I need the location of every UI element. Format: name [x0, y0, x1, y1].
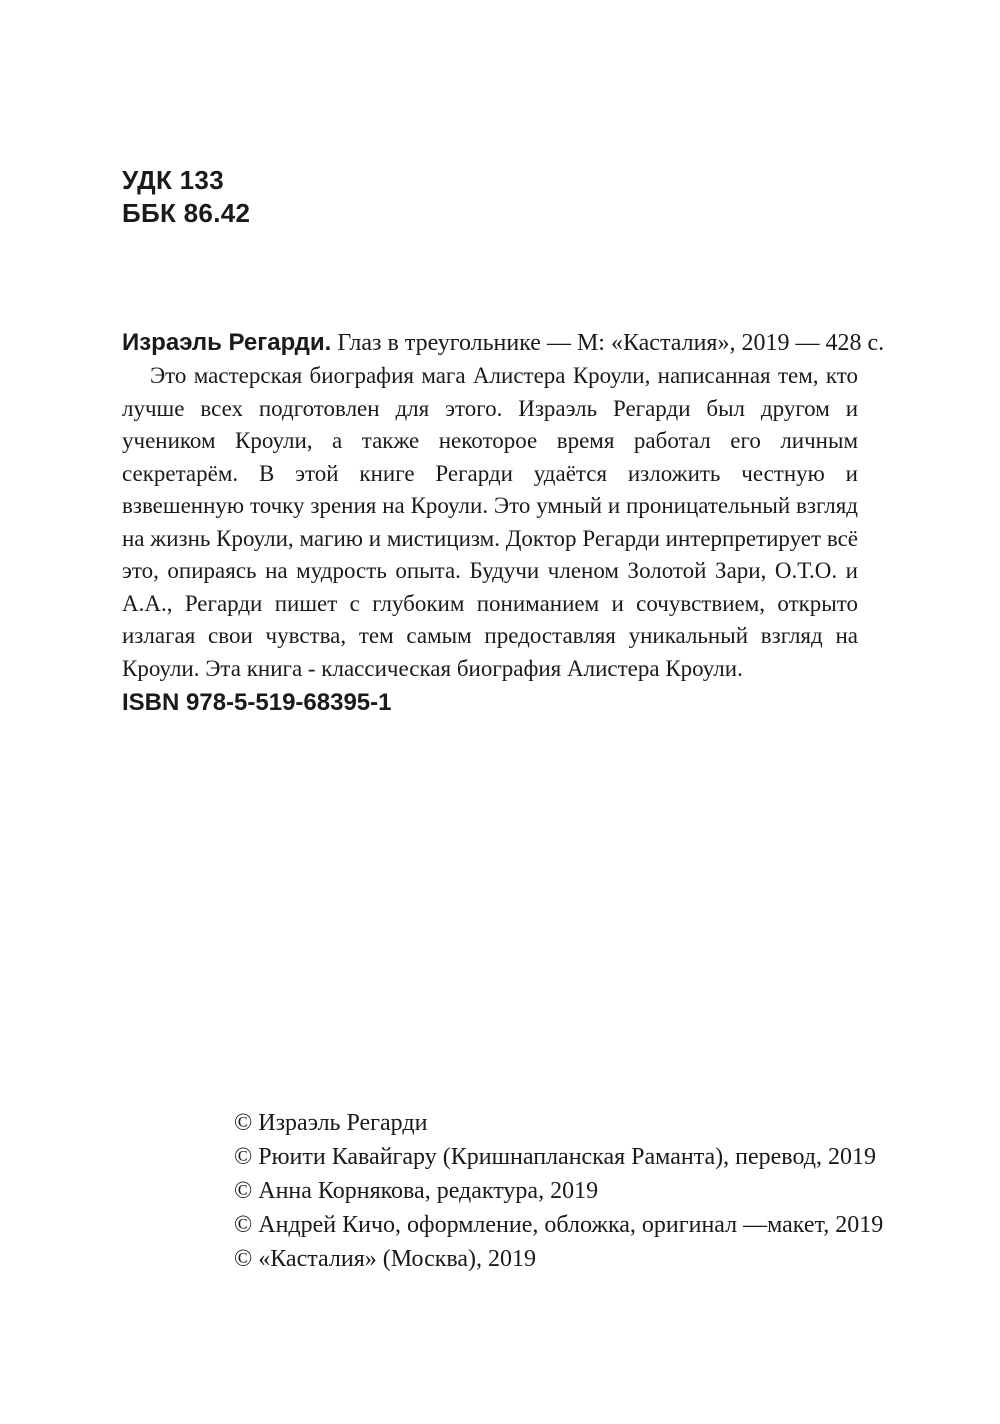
classification-codes	[122, 164, 250, 230]
copyright-line: © Рюити Кавайгару (Кришнапланская Раманта), перевод, 2019	[234, 1144, 876, 1170]
book-annotation: Это мастерская биография мага Алистера Кроули, написанная тем, кто лучше всех подготовлен для этого. Израэль Регарди был другом и учеником Кроули, а также некоторое время работал его личным секретарём. В этой книге Регарди удаётся изложить честную и взвешенную точку зрения на Кроули. Это умный и проницательный взгляд на жизнь Кроули, магию и мистицизм. Доктор Регарди интерпретирует всё это, опираясь на мудрость опыта. Будучи членом Золотой Зари, О.Т.О. и А.А., Регарди пишет с глубоким пониманием и сочувствием, открыто излагая свои чувства, тем самым предоставляя уникальный взгляд на Кроули. Эта книга - классическая биография Алистера Кроули.	[122, 363, 858, 681]
copyright-block	[234, 1106, 883, 1276]
copyright-line: © Анна Корнякова, редактура, 2019	[234, 1178, 599, 1204]
bbk-code: ББК 86.42	[122, 198, 251, 228]
copyright-line: © Андрей Кичо, оформление, обложка, оригинал —макет, 2019	[234, 1212, 884, 1238]
bibliographic-headline	[122, 326, 885, 360]
copyright-line: © «Касталия» (Москва), 2019	[234, 1246, 537, 1272]
book-citation: Глаз в треугольнике — М: «Касталия», 2019 — 428 с.	[337, 330, 885, 356]
bibliographic-entry	[122, 326, 885, 721]
author-name: Израэль Регарди.	[122, 329, 332, 356]
isbn: ISBN 978-5-519-68395-1	[122, 689, 392, 716]
udk-code: УДК 133	[122, 165, 224, 195]
copyright-line: © Израэль Регарди	[234, 1110, 428, 1136]
